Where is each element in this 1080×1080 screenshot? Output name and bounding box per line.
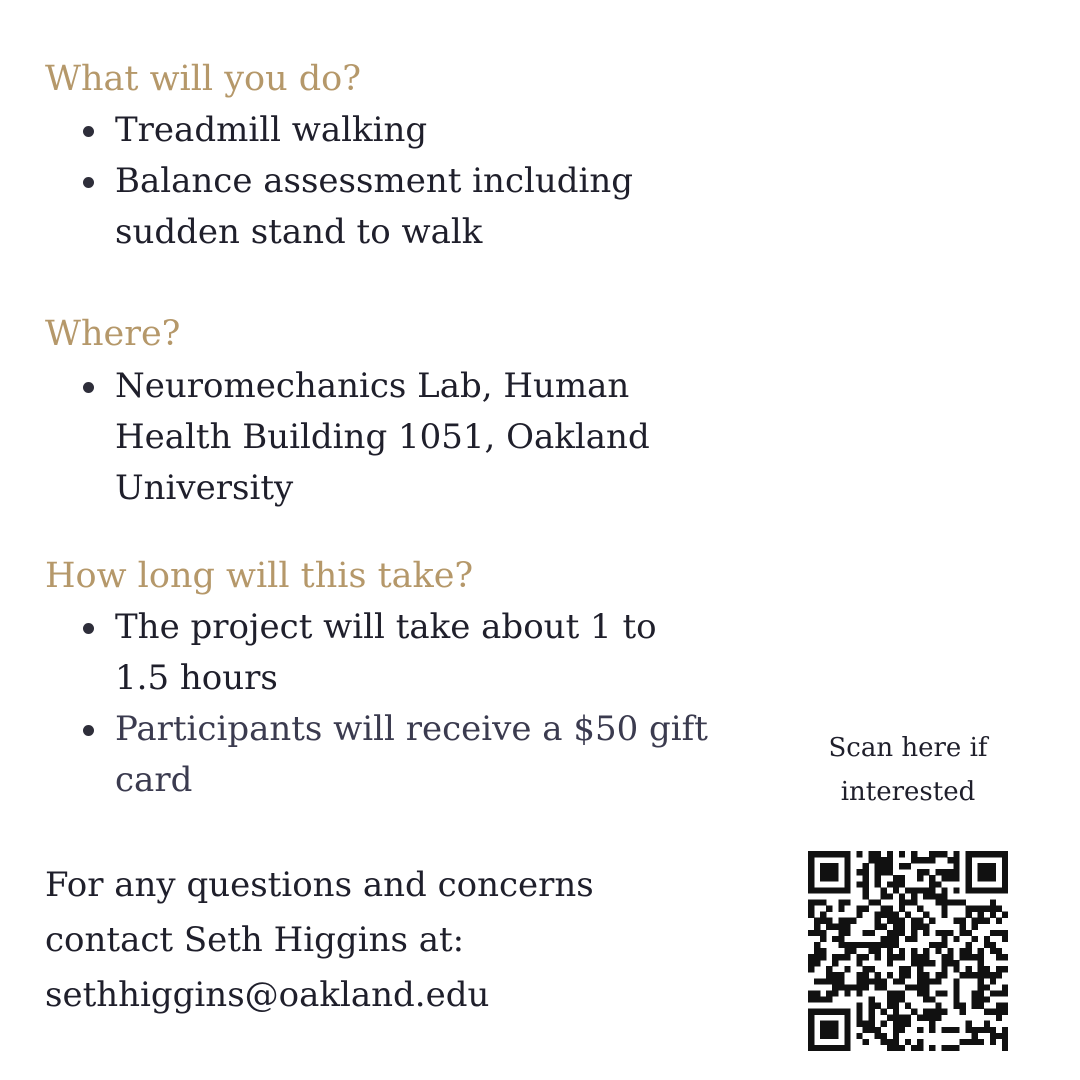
- section-heading-what: What will you do?: [45, 59, 361, 99]
- qr-caption-line: Scan here if: [828, 733, 988, 763]
- contact-line: contact Seth Higgins at:: [45, 920, 465, 960]
- list-item: Neuromechanics Lab, Human Health Building 1051, Oakland University: [115, 361, 715, 514]
- qr-code-icon[interactable]: [808, 851, 1008, 1051]
- list-item: Participants will receive a $50 gift card: [115, 704, 715, 806]
- duration-list: [115, 602, 715, 806]
- list-item: Treadmill walking: [115, 105, 715, 156]
- contact-block: [45, 858, 594, 1023]
- contact-email[interactable]: sethhiggins@oakland.edu: [45, 975, 490, 1015]
- contact-line: For any questions and concerns: [45, 865, 594, 905]
- section-heading-duration: How long will this take?: [45, 556, 474, 596]
- list-item: The project will take about 1 to 1.5 hours: [115, 602, 715, 704]
- qr-caption-line: interested: [840, 777, 976, 807]
- location-list: [115, 361, 715, 514]
- section-heading-where: Where?: [45, 314, 181, 354]
- activities-list: [115, 105, 715, 258]
- qr-caption: [800, 726, 1016, 814]
- list-item: Balance assessment including sudden stand to walk: [115, 156, 715, 258]
